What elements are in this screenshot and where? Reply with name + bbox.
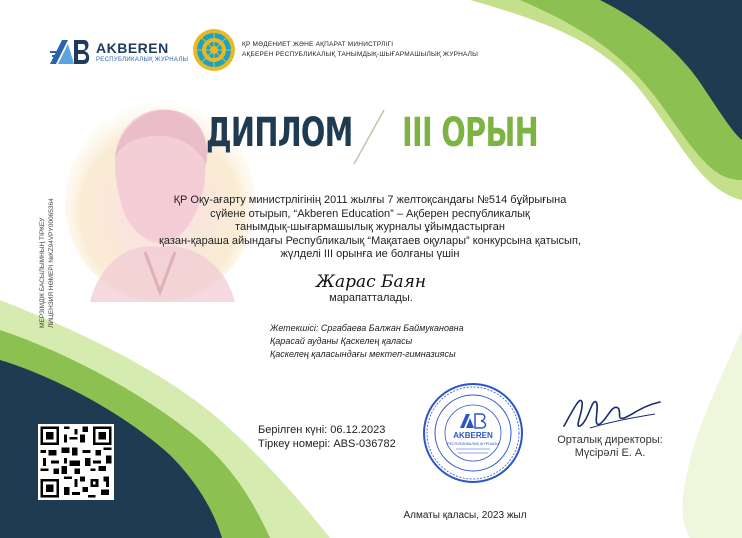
place-title: III ОРЫН bbox=[402, 110, 538, 156]
stamp-subtitle: РЕСПУБЛИКАЛЫҚ ЖУРНАЛЫ bbox=[447, 442, 499, 446]
teacher-line-3: Қаскелең қаласындағы мектеп-гимназиясы bbox=[270, 349, 456, 359]
director-info bbox=[548, 434, 672, 460]
license-line-1: МЕРЗІМДІК БАСЫЛЫМНЫҢ ТІРКЕУ bbox=[39, 217, 46, 328]
director-title: Орталық директоры: bbox=[557, 434, 663, 446]
akberen-logo-icon bbox=[48, 36, 92, 68]
teacher-line-2: Қарасай ауданы Қаскелең қаласы bbox=[270, 336, 413, 346]
ministry-header bbox=[242, 40, 478, 60]
diploma-title: ДИПЛОМ bbox=[206, 110, 353, 156]
brand-subtitle: РЕСПУБЛИКАЛЫҚ ЖУРНАЛЫ bbox=[96, 56, 189, 63]
state-emblem-icon bbox=[192, 28, 236, 72]
body-line-2: сүйене отырып, “Akberen Education” – Ақберен республикалық bbox=[210, 207, 530, 220]
award-body-text bbox=[120, 194, 620, 262]
director-name: Мүсірәлі Е. А. bbox=[574, 447, 646, 459]
awarded-text: марапатталады. bbox=[329, 292, 413, 304]
bottom-right-wave bbox=[683, 330, 742, 538]
recipient-name: Жарас Баян bbox=[315, 272, 427, 292]
license-line-2: ЛИЦЕНЗИЯ НӨМЕРІ №KZ94VPY00065364 bbox=[48, 198, 55, 328]
city-year: Алматы қаласы, 2023 жыл bbox=[403, 510, 527, 521]
qr-code bbox=[38, 424, 114, 500]
body-line-1: ҚР Оқу-ағарту министрлігінің 2011 жылғы 7 желтоқсандағы №514 бұйрығына bbox=[173, 194, 567, 206]
official-stamp bbox=[422, 382, 524, 484]
registration-number: Тіркеу номері: ABS-036782 bbox=[258, 438, 396, 450]
body-line-5: жүлделі III орынға ие болғаны үшін bbox=[280, 248, 460, 260]
title-divider bbox=[348, 108, 388, 166]
body-line-4: қазан-қараша айындағы Республикалық “Мақатаев оқулары” конкурсына қатысып, bbox=[159, 234, 581, 247]
teacher-info bbox=[270, 322, 464, 361]
ministry-line-1: ҚР МӘДЕНИЕТ ЖӘНЕ АҚПАРАТ МИНИСТРЛІГІ bbox=[242, 41, 394, 48]
brand-name: AKBEREN bbox=[96, 39, 169, 56]
license-side-text bbox=[38, 198, 56, 328]
issue-info bbox=[258, 423, 396, 451]
director-signature bbox=[560, 388, 670, 438]
issue-date: Берілген күні: 06.12.2023 bbox=[258, 424, 386, 436]
akberen-logo bbox=[48, 36, 188, 68]
stamp-brand: AKBEREN bbox=[453, 431, 493, 440]
teacher-line-1: Жетекшісі: Сргабаева Балжан Баймукановна bbox=[270, 323, 464, 333]
body-line-3: танымдық-шығармашылық журналы ұйымдастырған bbox=[235, 221, 505, 233]
ministry-line-2: АҚБЕРЕН РЕСПУБЛИКАЛЫҚ ТАНЫМДЫҚ-ШЫҒАРМАШЫЛЫҚ ЖУРНАЛЫ bbox=[242, 51, 479, 58]
